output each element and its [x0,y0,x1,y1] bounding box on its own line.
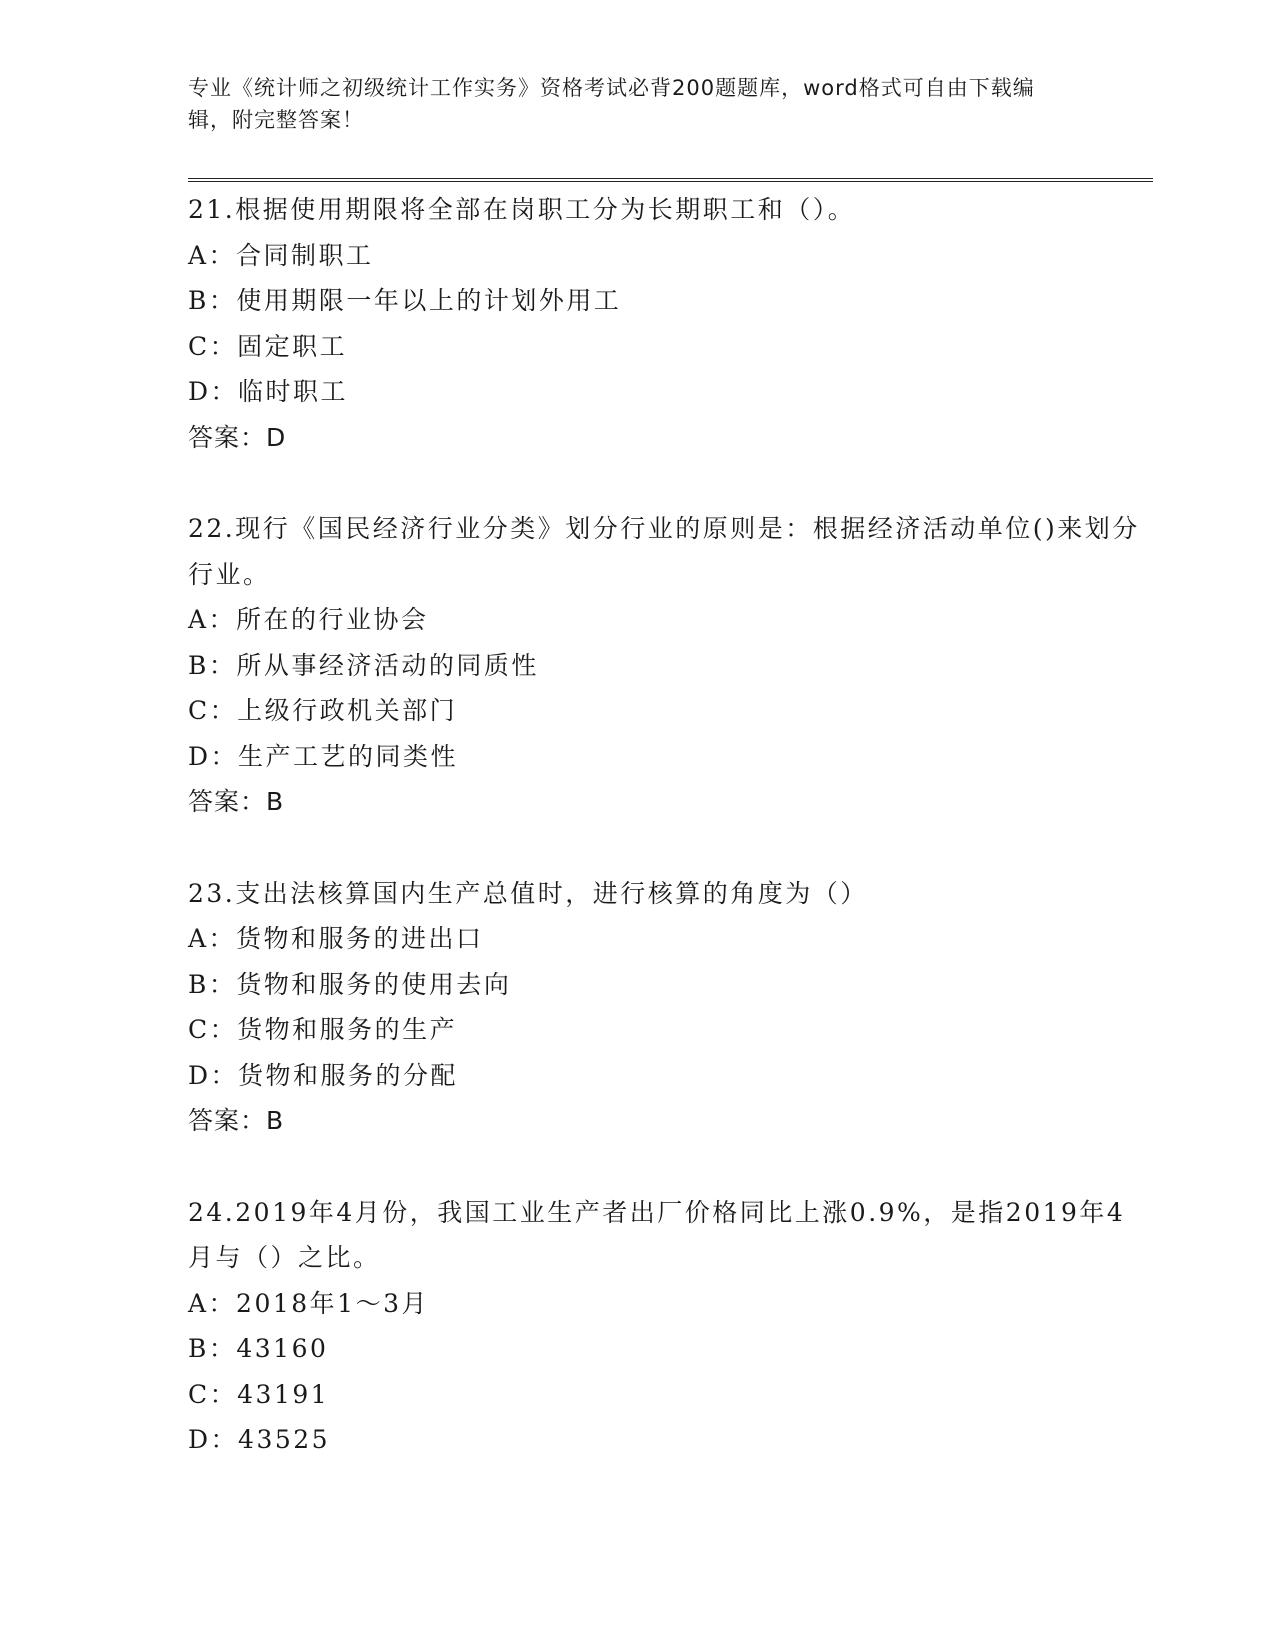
question-stem: 22.现行《国民经济行业分类》划分行业的原则是：根据经济活动单位()来划分行业。 [188,514,1140,589]
option-d: D：43525 [188,1425,331,1454]
option-c: C：上级行政机关部门 [188,696,458,725]
question-24 [188,1190,1148,1463]
option-d: D：生产工艺的同类性 [188,741,459,771]
option-c: C：43191 [188,1379,330,1409]
option-a: A：所在的行业协会 [188,605,429,634]
option-c: C：固定职工 [188,331,348,361]
question-23 [188,871,1148,1144]
option-a: A：货物和服务的进出口 [188,924,484,953]
header-divider [188,178,1153,182]
option-b: B：43160 [188,1334,329,1363]
option-d: D：临时职工 [188,377,349,406]
question-21 [188,187,1148,460]
question-22 [188,506,1148,825]
question-stem: 21.根据使用期限将全部在岗职工分为长期职工和（）。 [188,195,856,224]
answer: 答案：D [188,422,287,452]
answer: 答案：B [188,1106,285,1135]
option-d: D：货物和服务的分配 [188,1060,459,1090]
option-b: B：所从事经济活动的同质性 [188,650,539,680]
option-a: A：合同制职工 [188,240,374,270]
option-b: B：使用期限一年以上的计划外用工 [188,286,622,315]
question-stem: 24.2019年4月份，我国工业生产者出厂价格同比上涨0.9%，是指2019年4月与（）之比。 [188,1197,1126,1272]
answer: 答案：B [188,787,285,816]
option-a: A：2018年1～3月 [188,1288,429,1318]
page-header: 专业《统计师之初级统计工作实务》资格考试必背200题题库，word格式可自由下载编辑，附完整答案！ [188,76,1035,132]
option-c: C：货物和服务的生产 [188,1015,458,1044]
question-list [188,187,1148,1509]
option-b: B：货物和服务的使用去向 [188,969,512,999]
question-stem: 23.支出法核算国内生产总值时，进行核算的角度为（） [188,878,868,908]
